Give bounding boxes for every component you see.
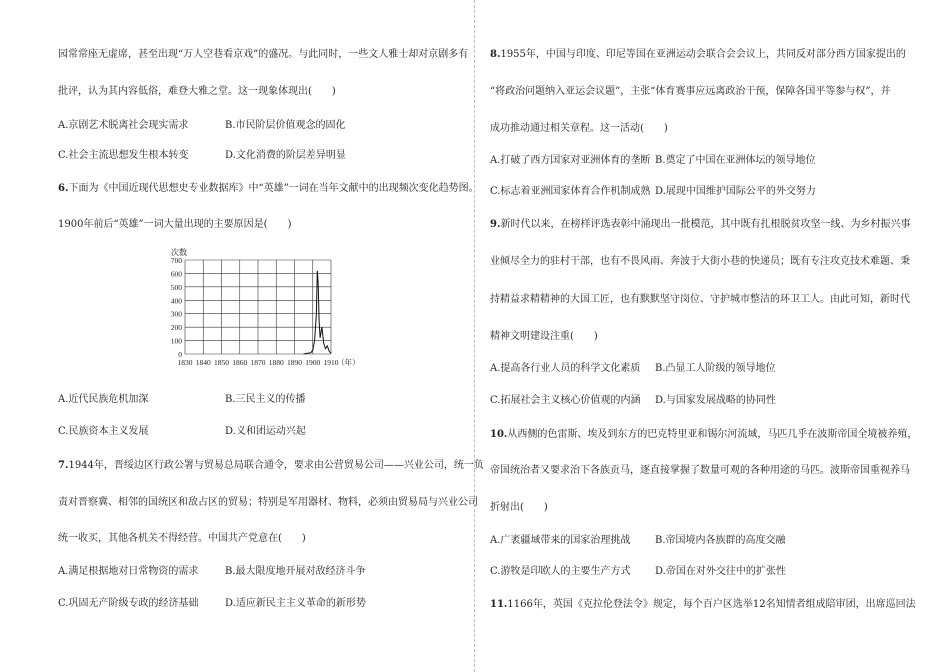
q6-option-c: C.民族资本主义发展 (58, 426, 149, 437)
q7-option-b: B.最大限度地开展对敌经济斗争 (225, 566, 366, 577)
q10-option-a: A.广袤疆域带来的国家治理挑战 (490, 535, 631, 546)
q6-option-d: D.义和团运动兴起 (225, 426, 306, 437)
q6-option-b: B.三民主义的传播 (225, 394, 306, 405)
frequency-chart (165, 244, 360, 370)
q11-number: 11. (490, 599, 508, 610)
q9-text: 新时代以来，在榜样评选表彰中涌现出一批模范，其中既有扎根脱贫攻坚一线、为乡村振兴事 (500, 219, 911, 230)
y-tick-label: 700 (170, 256, 182, 265)
q8-number: 8. (490, 49, 501, 60)
q9-text-line: 精神文明建设注重( ) (490, 331, 598, 342)
q8-text: 1955年，中国与印度、印尼等国在亚洲运动会联合会会议上，共同反对部分西方国家提出的 (500, 49, 906, 60)
x-axis-label: （年） (337, 358, 360, 367)
q9-number: 9. (490, 219, 501, 230)
q7-option-c: C.巩固无产阶级专政的经济基础 (58, 598, 199, 609)
q10-option-d: D.帝国在对外交往中的扩张性 (655, 566, 786, 577)
q8-option-a: A.打破了西方国家对亚洲体育的垄断 (490, 155, 651, 166)
q5-text-line: 批评，认为其内容低俗，难登大雅之堂。这一现象体现出( ) (58, 86, 336, 97)
q9-option-d: D.与国家发展战略的协同性 (655, 395, 776, 406)
q9-text-line: 业倾尽全力的驻村干部，也有不畏风雨、奔波于大街小巷的快递员；既有专注攻克技术难题、秉 (490, 256, 910, 267)
x-tick-label: 1850 (214, 358, 229, 367)
q7-text-line: 统一收买，其他各机关不得经营。中国共产党意在( ) (58, 533, 306, 544)
q9-text-line (490, 219, 910, 230)
q8-text-line: “将政治问题纳入亚运会议题”，主张“体育赛事应远离政治干预，保障各国平等参与权”，并 (490, 86, 891, 97)
q7-text-line (58, 460, 484, 471)
chart-svg (165, 244, 360, 370)
q6-number: 6. (58, 183, 69, 194)
series-line (304, 271, 331, 354)
x-tick-label: 1870 (250, 358, 266, 367)
x-tick-label: 1890 (287, 358, 302, 367)
q6-text: 下面为《中国近现代思想史专业数据库》中“英雄”一词在当年文献中的出现频次变化趋势图。 (68, 183, 479, 194)
q8-option-b: B.奠定了中国在亚洲体坛的领导地位 (655, 155, 816, 166)
y-tick-label: 300 (170, 309, 182, 319)
y-tick-label: 400 (170, 296, 182, 306)
y-tick-label: 0 (178, 350, 182, 359)
q5-text-line: 园常常座无虚席，甚至出现“万人空巷看京戏”的盛况。与此同时，一些文人雅士却对京剧多有 (58, 49, 469, 60)
q8-text-line: 成功推动通过相关章程。这一活动( ) (490, 123, 668, 134)
x-tick-label: 1840 (195, 358, 211, 367)
q5-option-a: A.京剧艺术脱离社会现实需求 (58, 120, 189, 131)
x-tick-label: 1830 (177, 358, 193, 367)
q7-option-a: A.满足根据地对日常物资的需求 (58, 566, 199, 577)
q10-option-b: B.帝国境内各族群的高度交融 (655, 535, 786, 546)
q11-text-line (490, 599, 916, 610)
q8-text-line (490, 49, 906, 60)
q5-option-d: D.文化消费的阶层差异明显 (225, 150, 346, 161)
y-tick-label: 600 (170, 269, 182, 279)
q8-option-d: D.展现中国维护国际公平的外交努力 (655, 186, 816, 197)
q7-text-line: 责对晋察冀、相邻的国统区和敌占区的贸易；特别是军用器材、物料，必须由贸易局与兴业公司 (58, 497, 478, 508)
q5-option-c: C.社会主流思想发生根本转变 (58, 150, 189, 161)
y-tick-label: 500 (170, 282, 182, 292)
y-tick-label: 200 (170, 323, 182, 333)
q9-option-a: A.提高各行业人员的科学文化素质 (490, 363, 641, 374)
q10-option-c: C.游牧是印欧人的主要生产方式 (490, 566, 631, 577)
x-tick-label: 1860 (232, 358, 248, 367)
q10-text-line (490, 429, 917, 440)
q9-option-b: B.凸显工人阶级的领导地位 (655, 363, 776, 374)
q6-text-line (58, 183, 479, 194)
x-tick-label: 1880 (268, 358, 284, 367)
q10-text-line: 折射出( ) (490, 502, 548, 513)
q9-text-line: 持精益求精精神的大国工匠，也有默默坚守岗位、守护城市整洁的环卫工人。由此可知，新时代 (490, 294, 910, 305)
x-tick-label: 1910 (323, 358, 339, 367)
q6-text-line: 1900年前后“英雄”一词大量出现的主要原因是( ) (58, 219, 292, 230)
q7-option-d: D.适应新民主主义革命的新形势 (225, 598, 366, 609)
y-axis-label: 次数 (171, 248, 187, 257)
q11-text: 1166年，英国《克拉伦登法令》规定，每个百户区选举12名知情者组成陪审团，出席巡回法 (507, 599, 916, 610)
q7-number: 7. (58, 460, 69, 471)
x-tick-label: 1900 (305, 358, 321, 367)
q6-option-a: A.近代民族危机加深 (58, 394, 149, 405)
q10-text-line: 帝国统治者又要求治下各族贡马，逐直接掌握了数量可观的各种用途的马匹。波斯帝国重视养马 (490, 465, 910, 476)
q10-number: 10. (490, 429, 508, 440)
q10-text: 从西侧的色雷斯、埃及到东方的巴克特里亚和锡尔河流域，马匹几乎在波斯帝国全境被养殖， (507, 429, 918, 440)
q8-option-c: C.标志着亚洲国家体育合作机制成熟 (490, 186, 651, 197)
column-divider (474, 0, 476, 672)
y-tick-label: 100 (170, 336, 182, 346)
q9-option-c: C.拓展社会主义核心价值观的内涵 (490, 395, 641, 406)
q5-option-b: B.市民阶层价值观念的固化 (225, 120, 346, 131)
q7-text: 1944年，晋绥边区行政公署与贸易总局联合通令，要求由公营贸易公司——兴业公司，统一负 (68, 460, 484, 471)
